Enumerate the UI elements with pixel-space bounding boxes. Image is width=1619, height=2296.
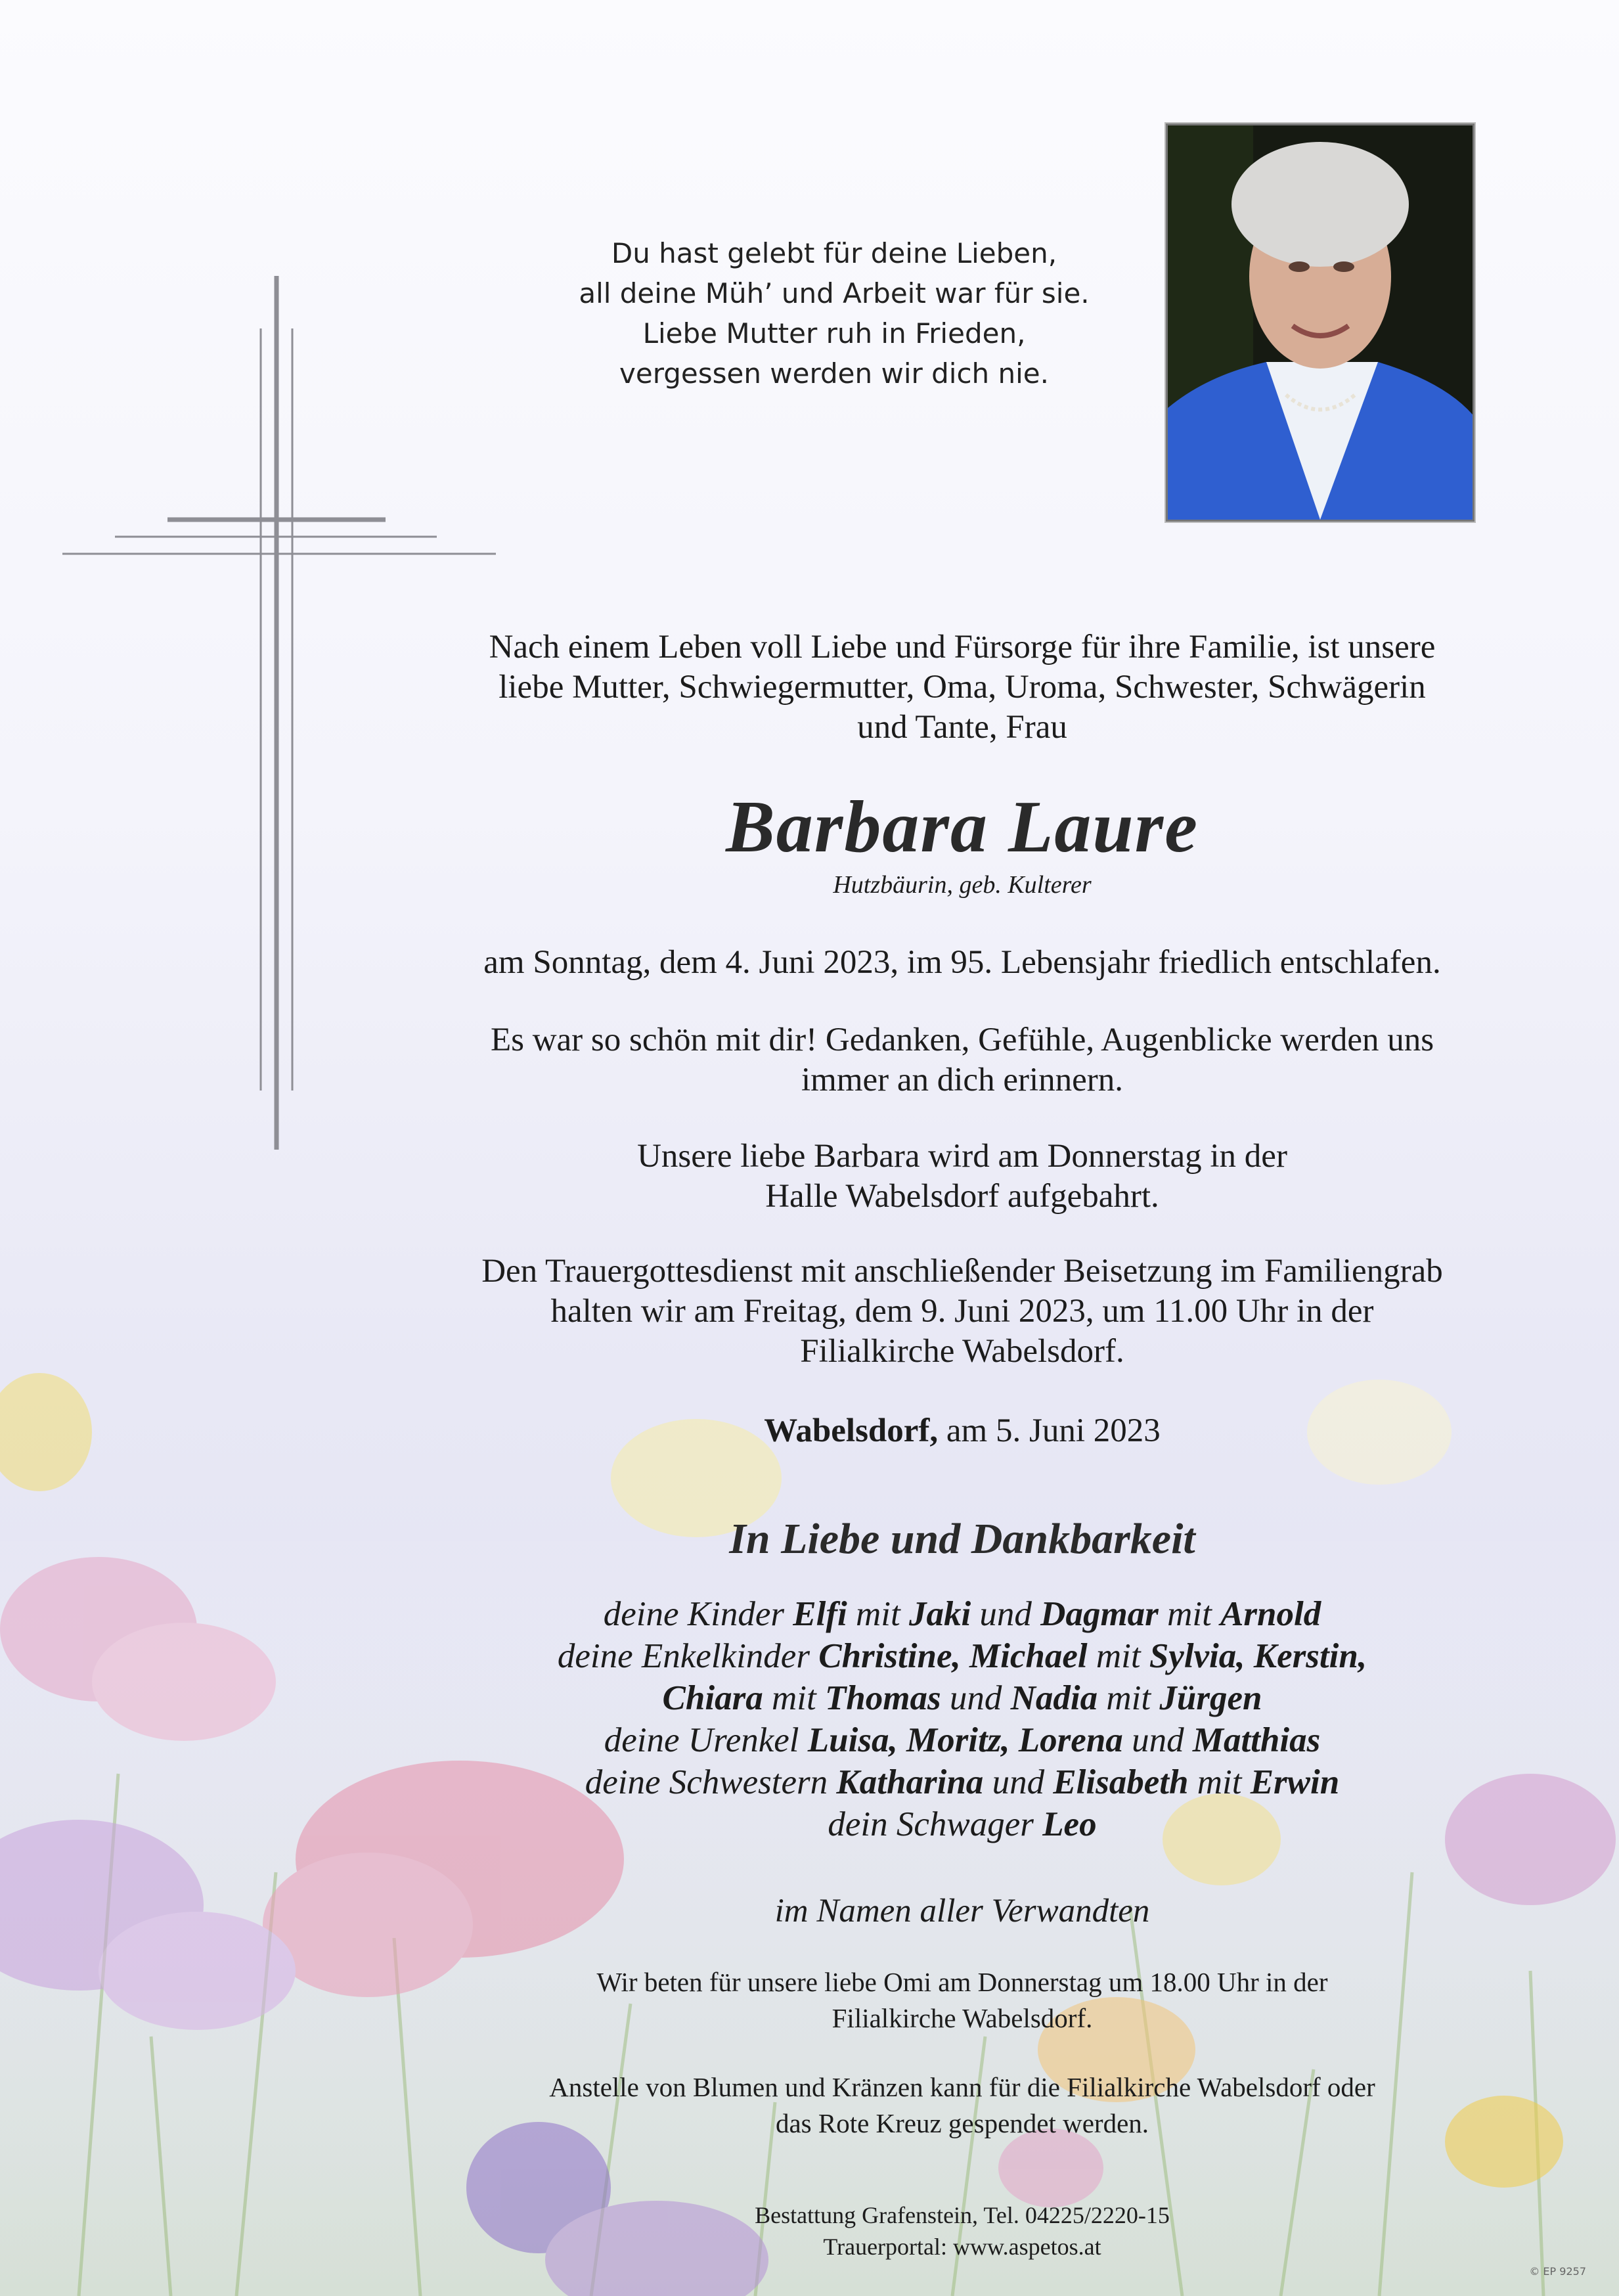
intro-text: [394, 627, 1530, 748]
intro-line: liebe Mutter, Schwiegermutter, Oma, Uroma, Schwester, Schwägerin: [499, 669, 1426, 706]
prayer-info: [394, 1964, 1530, 2037]
death-announcement: am Sonntag, dem 4. Juni 2023, im 95. Lebensjahr friedlich entschlafen.: [483, 944, 1441, 981]
deceased-maiden-name: Hutzbäurin, geb. Kulterer: [833, 871, 1092, 899]
memorial-verse: [499, 233, 1169, 394]
mourner-line-brother-in-law: dein Schwager Leo: [828, 1805, 1097, 1843]
service-line: Filialkirche Wabelsdorf.: [800, 1333, 1124, 1370]
undertaker-line: Bestattung Grafenstein, Tel. 04225/2220-15: [755, 2202, 1170, 2228]
donation-line: Anstelle von Blumen und Kränzen kann für die Filialkirche Wabelsdorf oder: [549, 2072, 1375, 2102]
undertaker-info: [394, 2199, 1530, 2262]
service-line: Den Trauergottesdienst mit anschließender Beisetzung im Familiengrab: [481, 1253, 1443, 1290]
undertaker-line: Trauerportal: www.aspetos.at: [823, 2234, 1101, 2260]
deceased-name: Barbara Laure: [726, 786, 1199, 868]
prayer-line: Wir beten für unsere liebe Omi am Donnerstag um 18.00 Uhr in der: [596, 1967, 1328, 1997]
memory-line: immer an dich erinnern.: [801, 1062, 1123, 1098]
mourner-line-grandchildren-2: Chiara mit Thomas und Nadia mit Jürgen: [662, 1679, 1262, 1717]
print-code: © EP 9257: [1529, 2265, 1586, 2278]
place-name: Wabelsdorf,: [764, 1412, 939, 1449]
donation-line: das Rote Kreuz gespendet werden.: [775, 2108, 1149, 2138]
place-date: [394, 1411, 1530, 1451]
verse-line: vergessen werden wir dich nie.: [619, 357, 1049, 390]
verse-line: Liebe Mutter ruh in Frieden,: [642, 317, 1026, 349]
viewing-line: Halle Wabelsdorf aufgebahrt.: [765, 1178, 1159, 1215]
intro-line: und Tante, Frau: [857, 709, 1067, 746]
mourners-list: [368, 1593, 1557, 1845]
service-line: halten wir am Freitag, dem 9. Juni 2023, um 11.00 Uhr in der: [550, 1293, 1374, 1330]
mourners-heading: In Liebe und Dankbarkeit: [729, 1515, 1195, 1563]
mourner-line-sisters: deine Schwestern Katharina und Elisabeth mit Erwin: [585, 1763, 1340, 1801]
service-info: [394, 1251, 1530, 1372]
relatives-line: im Namen aller Verwandten: [774, 1893, 1150, 1929]
viewing-info: [394, 1137, 1530, 1217]
memory-line: Es war so schön mit dir! Gedanken, Gefühle, Augenblicke werden uns: [490, 1022, 1434, 1058]
donation-info: [394, 2069, 1530, 2142]
verse-line: Du hast gelebt für deine Lieben,: [611, 237, 1057, 269]
intro-line: Nach einem Leben voll Liebe und Fürsorge für ihre Familie, ist unsere: [489, 629, 1436, 665]
verse-line: all deine Müh’ und Arbeit war für sie.: [579, 277, 1090, 309]
viewing-line: Unsere liebe Barbara wird am Donnerstag in der: [637, 1138, 1287, 1175]
announcement-date: am 5. Juni 2023: [938, 1412, 1161, 1449]
portrait-photo: [1166, 124, 1475, 522]
mourner-line-children: deine Kinder Elfi mit Jaki und Dagmar mit Arnold: [603, 1595, 1321, 1633]
prayer-line: Filialkirche Wabelsdorf.: [832, 2003, 1093, 2033]
mourner-line-grandchildren: deine Enkelkinder Christine, Michael mit Sylvia, Kerstin,: [557, 1637, 1367, 1675]
mourner-line-great-grandchildren: deine Urenkel Luisa, Moritz, Lorena und Matthias: [604, 1721, 1321, 1759]
memory-text: [394, 1020, 1530, 1100]
